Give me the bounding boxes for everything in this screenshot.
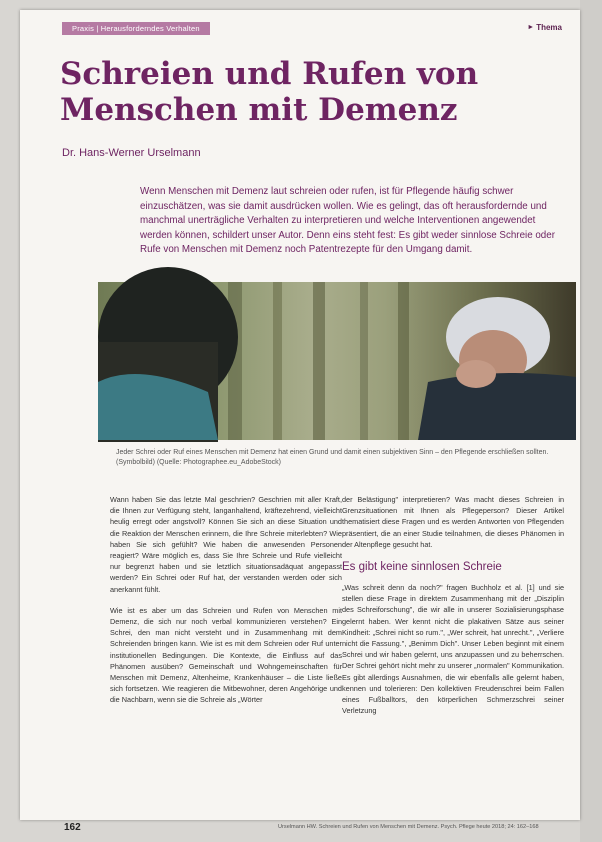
citation-footer: Urselmann HW. Schreien und Rufen von Menschen mit Demenz. Psych. Pflege heute 2018; 24: 162–168 (278, 824, 539, 830)
scan-margin (580, 0, 602, 842)
section-tag-label: Thema (536, 23, 562, 32)
body-paragraph: Wie ist es aber um das Schreien und Rufen von Menschen mit Demenz, die sich nur noch verbal kommunizieren verstehen? Ein Schrei, den man nicht versteht und in Zusammenhang mit dem Schreienden bringen kann. Wie ist es mit dem Schreien oder Ruf unter institutionellen Bedingungen. Die Kontexte, die Einfluss auf das Phänomen ausüben? Gemeinschaft und Wohngemeinschaften für Menschen mit Demenz, Altenheime, Krankenhäuser – die Liste ließe sich fortsetzen. Wie reagieren die Mitbewohner, deren Angehörige und die Nachbarn, wenn sie die Schreie als „Wörter (110, 605, 342, 705)
body-paragraph: „Was schreit denn da noch?" fragen Buchholz et al. [1] und sie stellen diese Frage in direktem Zusammenhang mit der „Disziplin des Schreiforschung", die wir alle in unserer Sozialisierungsphase gelernt haben. Wer kennt nicht die plakativen Sätze aus seiner Kindheit: „Schrei nicht so rum.", „Wer schreit, hat unrecht.", „Verliere nicht die Fassung.", „Benimm Dich". Unser Leben beginnt mit einem Schrei und wir haben gelernt, uns anzupassen und zu beherrschen. Der Schrei gehört nicht mehr zu unserer „normalen" Kommunikation. Es gibt allerdings Ausnahmen, die wir ebenfalls alle gelernt haben, kennen und tolerieren: Den kollektiven Freudenschrei beim Fallen eines Fußballtors, den körperlichen Schmerzschrei seiner Verletzung (342, 583, 564, 716)
body-paragraph: der Belästigung" interpretieren? Was macht dieses Schreien in Grenzsituationen mit Ihnen als Pflegeperson? Dieser Artikel thematisiert diese Fragen und es werden Antworten von Pflegenden präsentiert, die an einer Studie teilnahmen, die dieses Phänomen in der Altenpflege gesucht hat. (342, 495, 564, 549)
section-subheading: Es gibt keine sinnlosen Schreie (342, 561, 502, 574)
title-line-1: Schreien und Rufen von (60, 56, 479, 92)
title-line-2: Menschen mit Demenz (60, 92, 458, 128)
lead-paragraph: Wenn Menschen mit Demenz laut schreien oder rufen, ist für Pflegende häufig schwer einzuschätzen, was sie damit ausdrücken wollen. Wie es gelingt, das oft herausfordernde und manchmal unerträgliche Verhalten zu interpretieren und welche Interventionen angewendet werden können, schildert unser Autor. Denn eins steht fest: Es gibt weder sinnlose Schreie oder Rufe von Menschen mit Demenz noch Patentrezepte für den Umgang damit. (140, 186, 555, 256)
body-column-left (110, 494, 342, 716)
article-title (60, 56, 530, 128)
photo-caption: Jeder Schrei oder Ruf eines Menschen mit Demenz hat einen Grund und damit einen subjektiven Sinn – den Pflegende erschließen sollten. (Symbolbild) (Quelle: Photographee.eu_AdobeStock) (116, 449, 549, 466)
document-page (20, 10, 580, 833)
section-tag (527, 23, 562, 32)
arrow-icon: ► (527, 24, 535, 31)
section-kicker: Praxis | Herausforderndes Verhalten (62, 22, 210, 35)
body-column-right (342, 494, 564, 726)
page-number: 162 (64, 822, 81, 833)
body-paragraph: Wann haben Sie das letzte Mal geschrien? Geschrien mit aller Kraft, die Ihnen zur Verfügung steht, langanhaltend, kräftezehrend, vielleicht heulig erregt oder angstvoll? Können Sie sich an diese Situation und die Reaktion der Menschen erinnern, die Ihre Schreie miterlebten? Wie haben Sie sich gefühlt? Wie haben die anwesenden Personen reagiert? Wäre möglich es, dass Sie Ihre Schreie und Rufe vielleicht nur begrenzt haben und sie letztlich situationsadäquat angepasst werden? Ein Schrei oder Ruf hat, der verstanden werden oder sich anerkannt fühlt. (110, 495, 342, 594)
article-photo (98, 282, 576, 440)
photo-illustration (98, 282, 576, 440)
author-byline: Dr. Hans-Werner Urselmann (62, 147, 201, 159)
